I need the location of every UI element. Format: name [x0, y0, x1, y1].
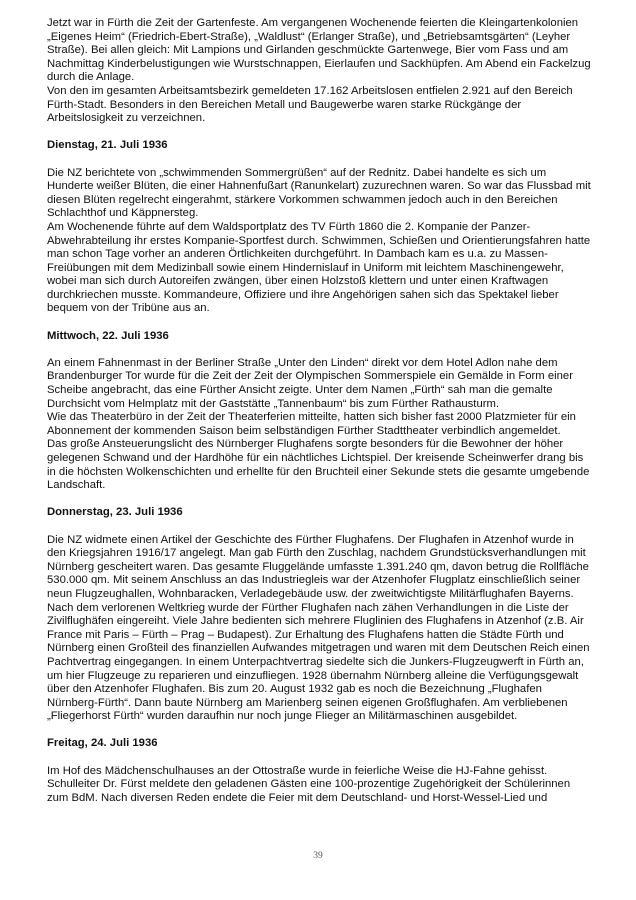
paragraph: Das große Ansteuerungslicht des Nürnberger Flughafens sorgte besonders für die Bewohner der höher gelegenen Schwand und der Hardhöhe für ein nächtliches Lichtspiel. Der kreisende Scheinwerfer drang bis in die höchsten Wolkenschichten und erhellte für den Bruchteil einer Sekunde stets die gesamte umgebende Landschaft.: [47, 438, 590, 492]
date-heading-mittwoch: Mittwoch, 22. Juli 1936: [47, 329, 169, 342]
date-heading-dienstag: Dienstag, 21. Juli 1936: [47, 139, 168, 152]
paragraph: An einem Fahnenmast in der Berliner Straße „Unter den Linden“ direkt vor dem Hotel Adlon nahe dem Brandenburger Tor wurde für die Zeit der Zeit der Olympischen Sommerspiele ein Gemälde in Form einer Scheibe angebracht, das eine Fürther Ansicht zeigte. Unter dem Namen „Fürth“ sah man die gemalte Durchsicht vom Helmplatz mit der Gaststätte „Tannenbaum“ bis zum Fürther Rathausturm.: [47, 356, 573, 410]
paragraph: Die NZ widmete einen Artikel der Geschichte des Fürther Flughafens. Der Flughafen in Atzenhof wurde in den Kriegsjahren 1916/17 angelegt. Man gab Fürth den Zuschlag, nachdem Grundstücksverhandlungen mit Nürnberg gescheitert waren. Das gesamte Fluggelände umfasste 1.391.240 qm, davon betrug die Rollfläche 530.000 qm. Mit seinem Anschluss an das Industriegleis war der Atzenhofer Flugplatz einschließlich seiner neun Flugzeughallen, Wohnbaracken, Verladegebäude usw. der zweitwichtigste Militärflughafen Bayerns. Nach dem verlorenen Weltkrieg wurde der Fürther Flughafen nach zähen Verhandlungen in die Liste der Zivilflughäfen eingereiht. Viele Jahre bedienten sich mehrere Fluglinien des Flughafens in Atzenhof (z.B. Air France mit Paris – Fürth – Prag – Budapest). Zur Erhaltung des Flughafens hatten die Städte Fürth und Nürnberg einen Großteil des finanziellen Aufwandes mitgetragen und waren mit dem Deutschen Reich einen Pachtvertrag eingegangen. In einem Unterpachtvertrag siedelte sich die Junkers-Flugzeugwerft in Fürth an, um hier Flugzeuge zu reparieren und einzufliegen. 1928 übernahm Nürnberg alleine die Verfügungsgewalt über den Atzenhofer Flughafen. Bis zum 20. August 1932 gab es noch die Bezeichnung „Flughafen Nürnberg-Fürth“. Dann baute Nürnberg am Marienberg seinen eigenen Großflughafen. Am verbliebenen „Fliegerhorst Fürth“ wurden daraufhin nur noch junge Flieger an Militärmaschinen ausgebildet.: [47, 533, 590, 723]
paragraph: Von den im gesamten Arbeitsamtsbezirk gemeldeten 17.162 Arbeitslosen entfielen 2.921 auf den Bereich Fürth-Stadt. Besonders in den Bereichen Metall und Baugewerbe waren starke Rückgänge der Arbeitslosigkeit zu verzeichnen.: [47, 84, 573, 125]
paragraph: Am Wochenende führte auf dem Waldsportplatz des TV Fürth 1860 die 2. Kompanie der Panzer-Abwehrabteilung ihr erstes Kompanie-Sportfest durch. Schwimmen, Schießen und Orientierungsfahren hatte man schon Tage vorher an anderen Örtlichkeiten durchgeführt. In Dambach kam es u.a. zu Massen-Freiübungen mit dem Medizinball sowie einem Hindernislauf in Uniform mit leichtem Maschinengewehr, wobei man sich durch Autoreifen zwängen, über einen Holzstoß klettern und unter einen Kraftwagen durchkriechen musste. Kommandeure, Offiziere und ihre Angehörigen sahen sich das Spektakel lieber bequem von der Tribüne aus an.: [47, 220, 591, 315]
paragraph: Jetzt war in Fürth die Zeit der Gartenfeste. Am vergangenen Wochenende feierten die Kleingartenkolonien „Eigenes Heim“ (Friedrich-Ebert-Straße), „Waldlust“ (Erlanger Straße), und „Betriebsamtsgärten“ (Leyher Straße). Bei allen gleich: Mit Lampions und Girlanden geschmückte Gartenwege, Bier vom Fass und am Nachmittag Kinderbelustigungen wie Wurstschnappen, Eierlaufen und Sackhüpfen. Am Abend ein Fackelzug durch die Anlage.: [47, 17, 591, 84]
page-number: 39: [313, 851, 323, 861]
paragraph: Die NZ berichtete von „schwimmenden Sommergrüßen“ auf der Rednitz. Dabei handelte es sich um Hunderte weißer Blüten, die einer Hahnenfußart (Ranunkelart) zuzurechnen waren. So war das Flussbad mit diesen Blüten regelrecht eingerahmt, stärkere Vorkommen schwammen jedoch auch in den Bereichen Schlachthof und Käppnersteg.: [47, 166, 591, 220]
date-heading-freitag: Freitag, 24. Juli 1936: [47, 737, 158, 750]
document-body: [47, 17, 592, 805]
date-heading-donnerstag: Donnerstag, 23. Juli 1936: [47, 506, 183, 519]
paragraph: Im Hof des Mädchenschulhauses an der Ottostraße wurde in feierliche Weise die HJ-Fahne gehisst. Schulleiter Dr. Fürst meldete den geladenen Gästen eine 100-prozentige Zugehörigkeit der Schülerinnen zum BdM. Nach diversen Reden endete die Feier mit dem Deutschland- und Horst-Wessel-Lied und: [47, 764, 571, 804]
paragraph: Wie das Theaterbüro in der Zeit der Theaterferien mitteilte, hatten sich bisher fast 2000 Platzmieter für ein Abonnement der kommenden Saison beim selbständigen Fürther Stadttheater verbindlich angemeldet.: [47, 411, 576, 437]
